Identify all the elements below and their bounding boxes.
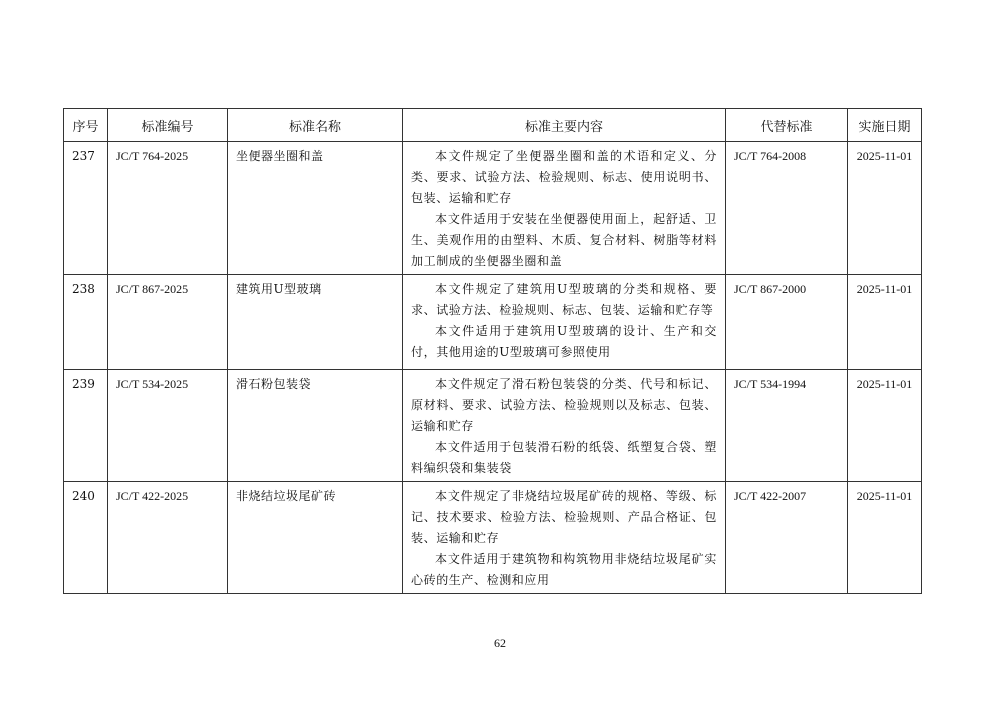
- table-row: [64, 370, 922, 482]
- row-seq: 239: [64, 370, 108, 482]
- content-apply: 本文件适用于安装在坐便器使用面上，起舒适、卫生、美观作用的由塑料、木质、复合材料、树脂等材料加工制成的坐便器坐圈和盖: [411, 212, 717, 268]
- row-content: [403, 142, 726, 275]
- content-scope: 本文件规定了非烧结垃圾尾矿砖的规格、等级、标记、技术要求、检验方法、检验规则、产品合格证、包装、运输和贮存: [411, 489, 717, 545]
- row-date: 2025-11-01: [848, 482, 922, 594]
- standards-table: [63, 108, 922, 594]
- header-date: 实施日期: [848, 109, 922, 142]
- table-row: [64, 482, 922, 594]
- content-scope: 本文件规定了坐便器坐圈和盖的术语和定义、分类、要求、试验方法、检验规则、标志、使用说明书、包装、运输和贮存: [411, 149, 717, 205]
- row-date: 2025-11-01: [848, 275, 922, 370]
- row-replaces: JC/T 764-2008: [726, 142, 848, 275]
- row-date: 2025-11-01: [848, 370, 922, 482]
- row-seq: 240: [64, 482, 108, 594]
- row-name: 建筑用U型玻璃: [228, 275, 403, 370]
- page-number: 62: [494, 636, 506, 650]
- header-replaces: 代替标准: [726, 109, 848, 142]
- row-code: JC/T 422-2025: [108, 482, 228, 594]
- row-name: 滑石粉包装袋: [228, 370, 403, 482]
- row-name: 坐便器坐圈和盖: [228, 142, 403, 275]
- row-code: JC/T 764-2025: [108, 142, 228, 275]
- content-scope: 本文件规定了滑石粉包装袋的分类、代号和标记、原材料、要求、试验方法、检验规则以及标志、包装、运输和贮存: [411, 377, 717, 433]
- row-content: [403, 482, 726, 594]
- table-row: [64, 275, 922, 370]
- content-apply: 本文件适用于建筑物和构筑物用非烧结垃圾尾矿实心砖的生产、检测和应用: [411, 552, 717, 587]
- row-replaces: JC/T 867-2000: [726, 275, 848, 370]
- content-scope: 本文件规定了建筑用U型玻璃的分类和规格、要求、试验方法、检验规则、标志、包装、运输和贮存等: [411, 282, 717, 317]
- header-content: 标准主要内容: [403, 109, 726, 142]
- row-seq: 237: [64, 142, 108, 275]
- row-date: 2025-11-01: [848, 142, 922, 275]
- header-code: 标准编号: [108, 109, 228, 142]
- row-replaces: JC/T 422-2007: [726, 482, 848, 594]
- row-content: [403, 370, 726, 482]
- content-apply: 本文件适用于建筑用U型玻璃的设计、生产和交付，其他用途的U型玻璃可参照使用: [411, 324, 717, 359]
- table-header-row: [64, 109, 922, 142]
- row-seq: 238: [64, 275, 108, 370]
- content-apply: 本文件适用于包装滑石粉的纸袋、纸塑复合袋、塑料编织袋和集装袋: [411, 440, 717, 475]
- row-code: JC/T 867-2025: [108, 275, 228, 370]
- header-name: 标准名称: [228, 109, 403, 142]
- table-row: [64, 142, 922, 275]
- row-replaces: JC/T 534-1994: [726, 370, 848, 482]
- row-content: [403, 275, 726, 370]
- row-code: JC/T 534-2025: [108, 370, 228, 482]
- row-name: 非烧结垃圾尾矿砖: [228, 482, 403, 594]
- header-seq: 序号: [64, 109, 108, 142]
